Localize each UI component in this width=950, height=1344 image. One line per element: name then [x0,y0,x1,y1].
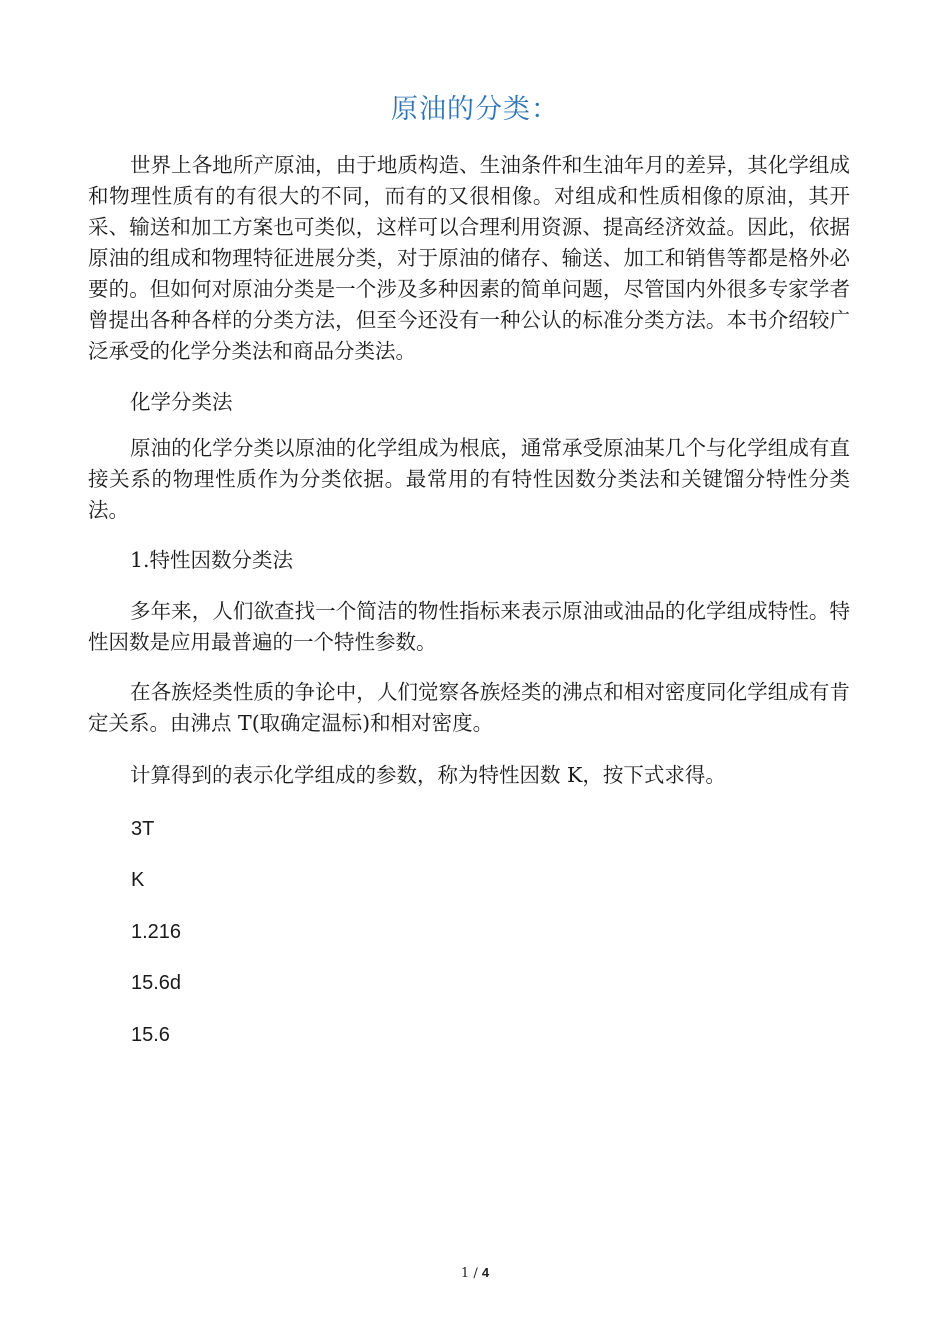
section-heading-characterization-factor: 1.特性因数分类法 [130,548,294,572]
page-number-footer [0,1265,950,1281]
k-calculation-paragraph: 计算得到的表示化学组成的参数，称为特性因数 K，按下式求得。 [130,763,726,787]
page-separator: / [469,1266,482,1281]
formula-fragment-3t: 3T [131,818,155,840]
formula-fragment-k: K [131,869,145,891]
chemical-classification-paragraph: 原油的化学分类以原油的化学组成为根底，通常承受原油某几个与化学组成有直接关系的物理性质作为分类依据。最常用的有特性因数分类法和关键馏分特性分类法。 [88,436,850,522]
section-heading-chemical-classification: 化学分类法 [130,390,233,414]
characterization-intro-paragraph: 多年来，人们欲查找一个简洁的物性指标来表示原油或油品的化学组成特性。特性因数是应用最普遍的一个特性参数。 [88,599,850,654]
formula-fragment-15-6d: 15.6d [131,972,182,994]
boiling-point-density-paragraph: 在各族烃类性质的争论中，人们觉察各族烃类的沸点和相对密度同化学组成有肯定关系。由沸点 T(取确定温标)和相对密度。 [88,680,850,735]
intro-paragraph: 世界上各地所产原油，由于地质构造、生油条件和生油年月的差异，其化学组成和物理性质有的有很大的不同，而有的又很相像。对组成和性质相像的原油，其开采、输送和加工方案也可类似，这样可以合理利用资源、提高经济效益。因此，依据原油的组成和物理特征进展分类，对于原油的储存、输送、加工和销售等都是格外必要的。但如何对原油分类是一个涉及多种因素的简单问题，尽管国内外很多专家学者曾提出各种各样的分类方法，但至今还没有一种公认的标准分类方法。本书介绍较广泛承受的化学分类法和商品分类法。 [88,153,850,363]
formula-fragment-1216: 1.216 [131,921,182,943]
page-title: 原油的分类： [391,94,559,125]
formula-fragment-15-6: 15.6 [131,1024,170,1046]
total-page-count: 4 [481,1265,490,1280]
current-page-number: 1 [460,1266,470,1281]
